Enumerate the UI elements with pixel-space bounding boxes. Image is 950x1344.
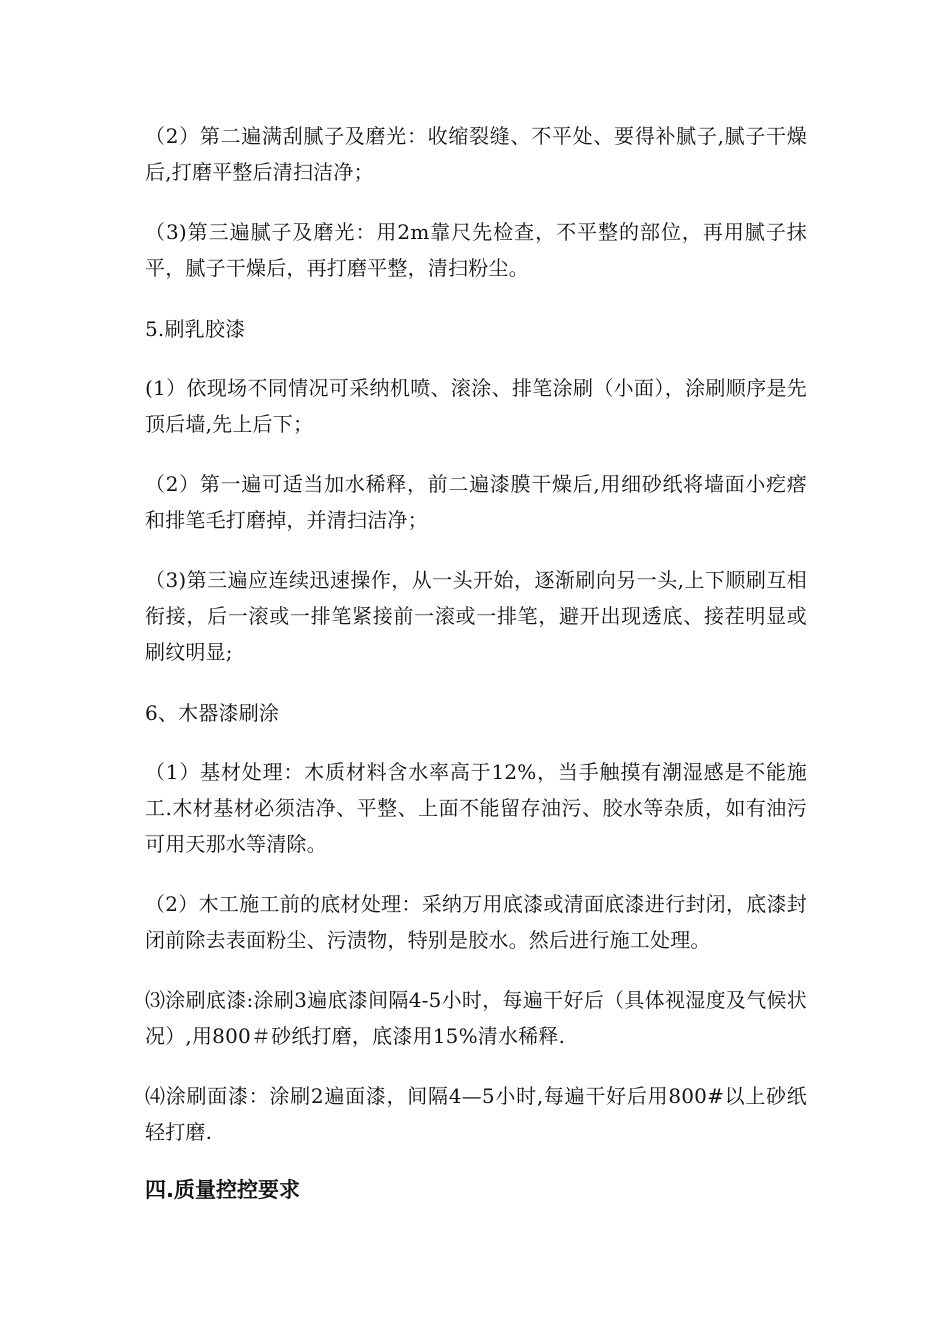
paragraph-second-putty: （2）第二遍满刮腻子及磨光：收缩裂缝、不平处、要得补腻子,腻子干燥后,打磨平整后清扫洁净； xyxy=(145,124,807,184)
paragraph-third-putty: （3)第三遍腻子及磨光：用2m靠尺先检查，不平整的部位，再用腻子抹平，腻子干燥后，再打磨平整，清扫粉尘。 xyxy=(145,220,807,280)
subheading-wood-paint: 6、木器漆刷涂 xyxy=(145,701,280,725)
subheading-latex-paint: 5.刷乳胶漆 xyxy=(145,317,246,341)
section-heading-quality: 四.质量控控要求 xyxy=(145,1178,300,1202)
paragraph-wood-4: ⑷涂刷面漆：涂刷2遍面漆，间隔4—5小时,每遍干好后用800#以上砂纸轻打磨. xyxy=(145,1084,807,1144)
paragraph-latex-3: （3)第三遍应连续迅速操作，从一头开始，逐渐刷向另一头,上下顺刷互相衔接，后一滚或一排笔紧接前一滚或一排笔，避开出现透底、接茬明显或刷纹明显; xyxy=(145,568,807,664)
paragraph-wood-1: （1）基材处理：木质材料含水率高于12%，当手触摸有潮湿感是不能施工.木材基材必须洁净、平整、上面不能留存油污、胶水等杂质，如有油污可用天那水等清除。 xyxy=(145,760,807,856)
paragraph-wood-2: （2）木工施工前的底材处理：采纳万用底漆或清面底漆进行封闭，底漆封闭前除去表面粉尘、污渍物，特别是胶水。然后进行施工处理。 xyxy=(145,892,807,952)
paragraph-latex-1: (1）依现场不同情况可采纳机喷、滚涂、排笔涂刷（小面），涂刷顺序是先顶后墙,先上后下； xyxy=(145,376,807,436)
paragraph-wood-3: ⑶涂刷底漆:涂刷3遍底漆间隔4-5小时，每遍干好后（具体视湿度及气候状况）,用800＃砂纸打磨，底漆用15%清水稀释. xyxy=(145,988,807,1048)
paragraph-latex-2: （2）第一遍可适当加水稀释，前二遍漆膜干燥后,用细砂纸将墙面小疙瘩和排笔毛打磨掉，并清扫洁净； xyxy=(145,472,807,532)
